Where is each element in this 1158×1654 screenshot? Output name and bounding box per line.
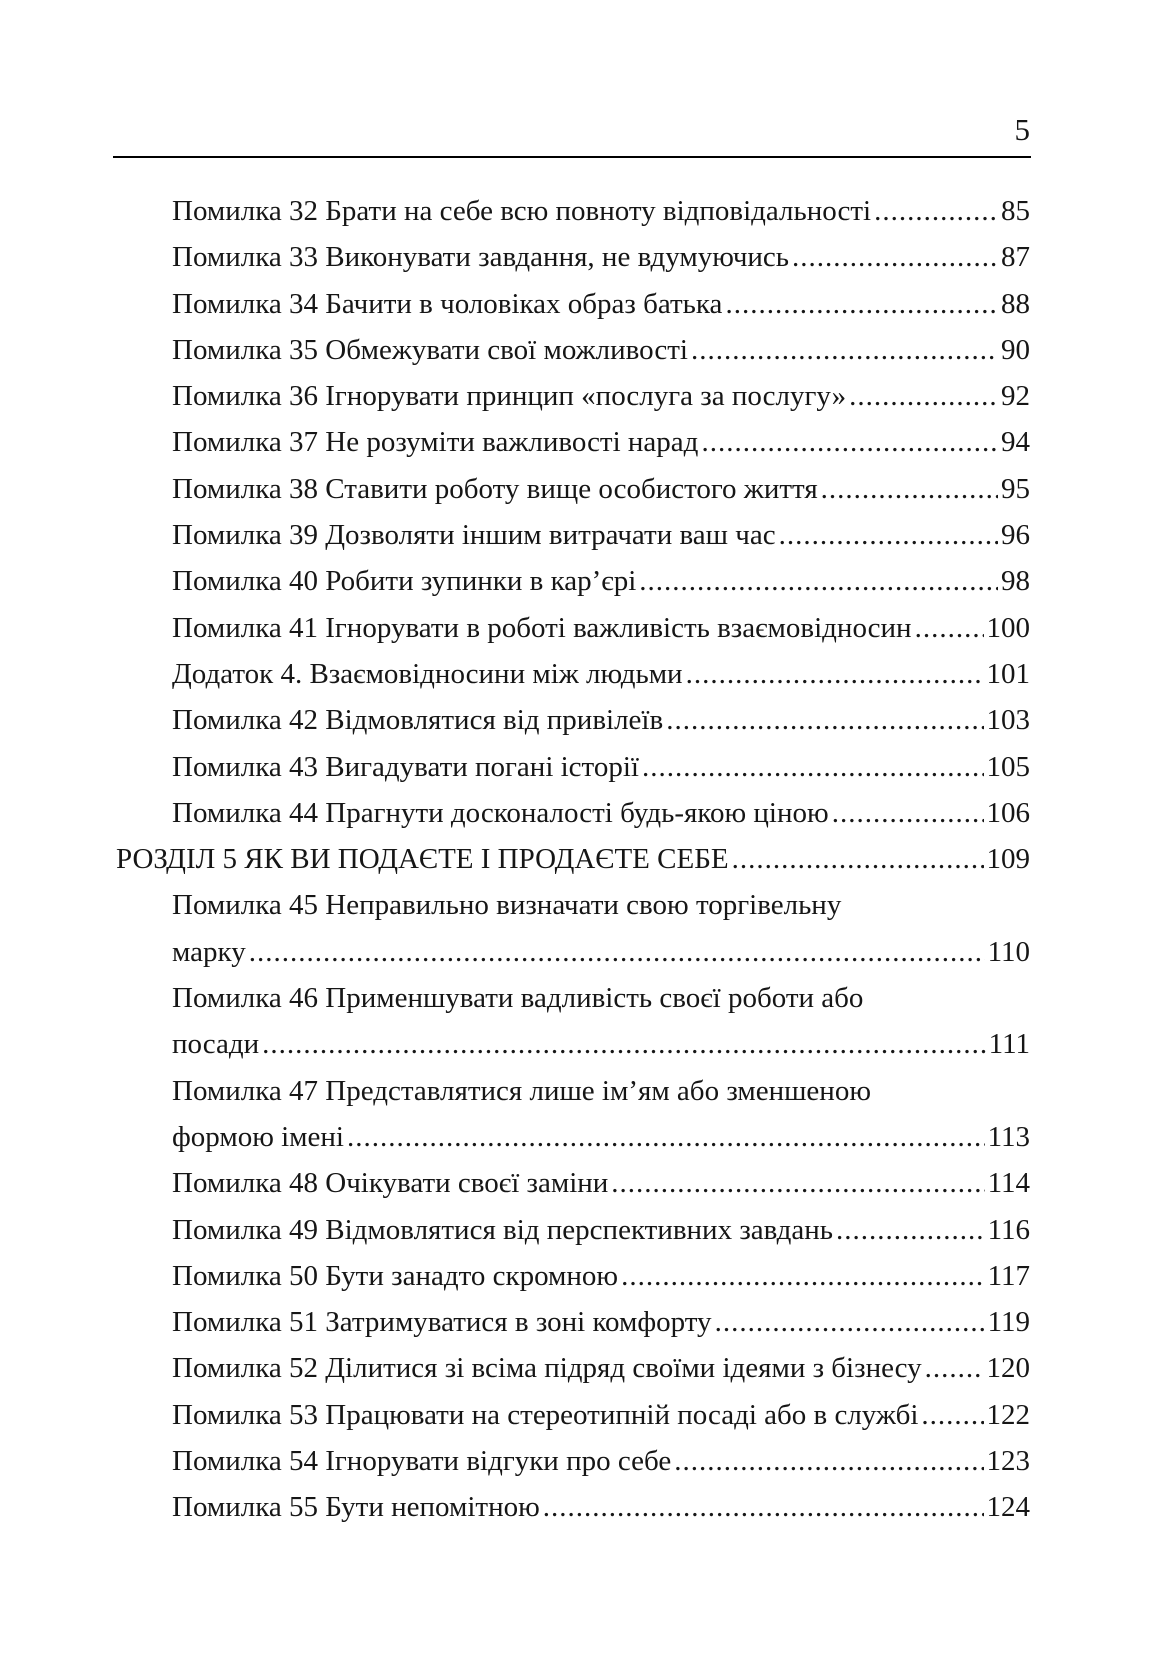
- toc-entry-page: 88: [1001, 287, 1030, 320]
- toc-entry-page: 85: [1001, 195, 1030, 227]
- toc-entry-page: 113: [987, 1120, 1030, 1153]
- toc-entry: [116, 744, 1030, 790]
- toc-entry-title: Помилка 40 Робити зупинки в кар’єрі: [172, 565, 637, 598]
- toc-entry-page: 87: [1001, 241, 1030, 274]
- dot-leader: [918, 1392, 983, 1438]
- toc-entry: [116, 1160, 1030, 1206]
- toc-entry-leader-line: [172, 1484, 1030, 1530]
- toc-entry: [116, 1438, 1030, 1484]
- toc-entry-leader-line: [172, 327, 1030, 373]
- toc-entry-leader-line: [172, 1299, 1030, 1345]
- toc-entry: [116, 975, 1030, 1068]
- toc-entry-title: Помилка 44 Прагнути досконалості будь-якою ціною: [172, 796, 829, 829]
- toc-entry: [116, 790, 1030, 836]
- toc-entry-page: 110: [987, 935, 1030, 968]
- toc-entry-page: 123: [986, 1445, 1030, 1478]
- toc-entry-page: 101: [986, 657, 1030, 690]
- toc-entry-page: 94: [1001, 426, 1030, 459]
- toc-entry: [116, 651, 1030, 697]
- dot-leader: [729, 836, 984, 882]
- toc-entry: [116, 1207, 1030, 1253]
- dot-leader: [922, 1345, 984, 1391]
- toc-entry: [116, 234, 1030, 280]
- toc-entry-title: Помилка 43 Вигадувати погані історії: [172, 750, 639, 783]
- toc-entry-leader-line: [172, 1207, 1030, 1253]
- dot-leader: [776, 512, 998, 558]
- toc-entry-leader-line: [172, 744, 1030, 790]
- toc-entry-page: 120: [986, 1352, 1030, 1385]
- toc-entry-page: 92: [1001, 380, 1030, 413]
- dot-leader: [688, 327, 998, 373]
- toc-entry-leader-line: [172, 1438, 1030, 1484]
- toc-entry-page: 122: [986, 1398, 1030, 1431]
- dot-leader: [912, 605, 984, 651]
- toc-entry-leader-line: [172, 1253, 1030, 1299]
- toc-entry-title: Помилка 42 Відмовлятися від привілеїв: [172, 704, 664, 737]
- toc-chapter-entry: [116, 836, 1030, 882]
- toc-entry-page: 119: [987, 1306, 1030, 1339]
- toc-entry-leader-line: [172, 419, 1030, 465]
- toc-entry-page: 90: [1001, 333, 1030, 366]
- toc-entry-leader-line: [172, 790, 1030, 836]
- toc-entry-title: посади: [172, 1028, 260, 1061]
- toc-entry: [116, 419, 1030, 465]
- toc-entry-leader-line: [172, 929, 1030, 975]
- dot-leader: [712, 1299, 985, 1345]
- toc-entry: [116, 882, 1030, 975]
- toc-entry-leader-line: [172, 512, 1030, 558]
- toc-entry-title: Помилка 33 Виконувати завдання, не вдумуючись: [172, 241, 790, 274]
- toc-entry-page: 96: [1001, 519, 1030, 552]
- toc-entry-title: Помилка 54 Ігнорувати відгуки про себе: [172, 1445, 672, 1478]
- dot-leader: [246, 929, 985, 975]
- toc-entry-page: 103: [986, 704, 1030, 737]
- toc-entry-leader-line: [172, 697, 1030, 743]
- toc-entry-leader-line: [172, 1021, 1030, 1067]
- toc-entry-page: 124: [986, 1491, 1030, 1524]
- toc-entry-title: Помилка 49 Відмовлятися від перспективних завдань: [172, 1213, 833, 1246]
- toc-entry-title: РОЗДІЛ 5 ЯК ВИ ПОДАЄТЕ І ПРОДАЄТЕ СЕБЕ: [116, 843, 729, 876]
- toc-entry-text-line: Помилка 46 Применшувати вадливість своєї роботи або: [172, 982, 864, 1015]
- toc-entry-title: Помилка 34 Бачити в чоловіках образ батька: [172, 287, 723, 320]
- toc-entry-leader-line: [116, 836, 1030, 882]
- toc-entry: [116, 1299, 1030, 1345]
- toc-entry-leader-line: [172, 1160, 1030, 1206]
- header-rule: [113, 156, 1031, 158]
- dot-leader: [818, 466, 998, 512]
- toc-entry: [116, 697, 1030, 743]
- toc-entry-title: Помилка 55 Бути непомітною: [172, 1491, 540, 1524]
- toc-entry: [116, 558, 1030, 604]
- toc-entry-page: 116: [987, 1213, 1030, 1246]
- toc-entry-page: 95: [1001, 472, 1030, 505]
- toc-entry: [116, 188, 1030, 234]
- toc-entry-text-line: Помилка 47 Представлятися лише ім’ям або зменшеною: [172, 1074, 871, 1107]
- dot-leader: [683, 651, 984, 697]
- dot-leader: [618, 1253, 984, 1299]
- toc-entry: [116, 373, 1030, 419]
- dot-leader: [639, 744, 984, 790]
- toc-entry: [116, 1392, 1030, 1438]
- toc-entry-leader-line: [172, 651, 1030, 697]
- toc-entry-leader-line: [172, 1392, 1030, 1438]
- toc-entry: [116, 605, 1030, 651]
- page-number: 5: [1014, 112, 1030, 147]
- dot-leader: [829, 790, 984, 836]
- toc-entry-leader-line: [172, 558, 1030, 604]
- toc-entry-leader-line: [172, 373, 1030, 419]
- toc-entry-title: Додаток 4. Взаємовідносини між людьми: [172, 657, 683, 690]
- dot-leader: [344, 1114, 985, 1160]
- toc-entry-page: 109: [986, 843, 1030, 876]
- toc-entry: [116, 1253, 1030, 1299]
- toc-entry: [116, 1484, 1030, 1530]
- dot-leader: [833, 1207, 985, 1253]
- toc-entry-title: марку: [172, 935, 246, 968]
- dot-leader: [698, 419, 998, 465]
- toc-entry-title: Помилка 39 Дозволяти іншим витрачати ваш час: [172, 519, 776, 552]
- toc-entry-title: Помилка 38 Ставити роботу вище особистого життя: [172, 472, 818, 505]
- toc-entry-title: Помилка 51 Затримуватися в зоні комфорту: [172, 1306, 712, 1339]
- toc-entry-leader-line: [172, 605, 1030, 651]
- toc-entry-leader-line: [172, 281, 1030, 327]
- toc-entry-title: Помилка 35 Обмежувати свої можливості: [172, 333, 688, 366]
- toc-entry-title: Помилка 37 Не розуміти важливості нарад: [172, 426, 699, 459]
- dot-leader: [636, 558, 998, 604]
- toc-entry-text-line: Помилка 45 Неправильно визначати свою торгівельну: [172, 889, 842, 922]
- toc-entry: [116, 466, 1030, 512]
- toc-entry: [116, 281, 1030, 327]
- dot-leader: [259, 1021, 986, 1067]
- toc-entry-leader-line: [172, 188, 1030, 234]
- toc-entry-title: Помилка 52 Ділитися зі всіма підряд своїми ідеями з бізнесу: [172, 1352, 922, 1385]
- toc-entry-title: Помилка 32 Брати на себе всю повноту відповідальності: [172, 195, 872, 227]
- dot-leader: [846, 373, 998, 419]
- toc-entry-title: Помилка 41 Ігнорувати в роботі важливість взаємовідносин: [172, 611, 912, 644]
- toc-entry-page: 114: [987, 1167, 1030, 1200]
- toc-entry-page: 100: [986, 611, 1030, 644]
- toc-entry-title: Помилка 50 Бути занадто скромною: [172, 1259, 619, 1292]
- toc-entry-title: Помилка 36 Ігнорувати принцип «послуга за послугу»: [172, 380, 847, 413]
- dot-leader: [789, 234, 998, 280]
- dot-leader: [663, 697, 983, 743]
- dot-leader: [608, 1160, 984, 1206]
- dot-leader: [871, 188, 998, 234]
- toc-entry: [116, 1345, 1030, 1391]
- toc-entry-page: 98: [1001, 565, 1030, 598]
- toc-entry-leader-line: [172, 234, 1030, 280]
- toc-entry-page: 117: [987, 1259, 1030, 1292]
- toc-entry-leader-line: [172, 1114, 1030, 1160]
- dot-leader: [671, 1438, 983, 1484]
- toc-entry-title: Помилка 48 Очікувати своєї заміни: [172, 1167, 609, 1200]
- toc-entry-page: 105: [986, 750, 1030, 783]
- toc-entry-title: Помилка 53 Працювати на стереотипній посаді або в службі: [172, 1398, 919, 1431]
- toc-entry: [116, 327, 1030, 373]
- toc-entry-page: 106: [986, 796, 1030, 829]
- toc-entry-leader-line: [172, 466, 1030, 512]
- dot-leader: [540, 1484, 984, 1530]
- dot-leader: [722, 281, 998, 327]
- table-of-contents: [116, 188, 1030, 1531]
- toc-entry: [116, 1068, 1030, 1161]
- toc-entry: [116, 512, 1030, 558]
- toc-entry-page: 111: [988, 1028, 1030, 1061]
- toc-entry-leader-line: [172, 1345, 1030, 1391]
- toc-entry-title: формою імені: [172, 1120, 344, 1153]
